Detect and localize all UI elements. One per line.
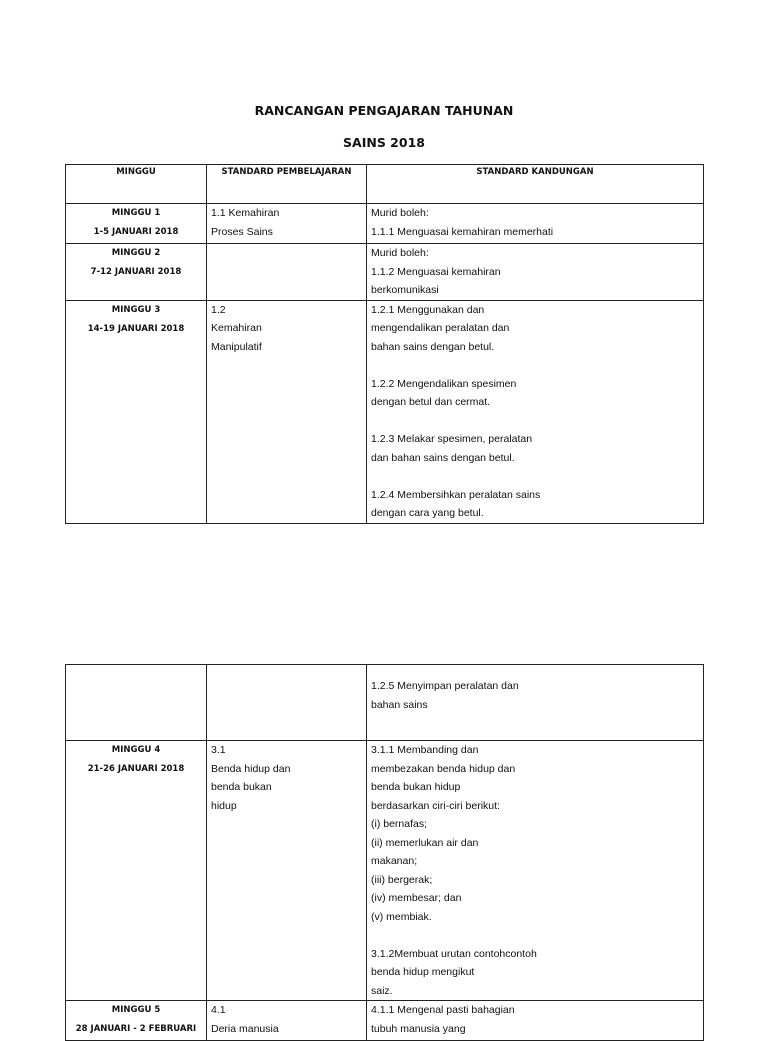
table-row bbox=[66, 1001, 704, 1041]
cell-text-line bbox=[371, 926, 699, 945]
cell-text-line: Kemahiran bbox=[211, 322, 262, 334]
cell-text-line: 1.2 bbox=[211, 303, 226, 316]
cell-text-line bbox=[371, 412, 699, 431]
cell-text-line: 1.1 Kemahiran bbox=[211, 207, 280, 219]
standard-kandungan-cell bbox=[367, 1001, 704, 1041]
week-label: MINGGU 5 bbox=[111, 1005, 161, 1015]
standard-pembelajaran-cell bbox=[207, 741, 367, 1001]
cell-text-line: 1.2.1 Menggunakan dan bbox=[371, 303, 485, 316]
cell-text-line: makanan; bbox=[371, 855, 418, 867]
cell-text-line: 1.2.3 Melakar spesimen, peralatan bbox=[371, 433, 533, 445]
cell-text-line: 1.2.2 Mengendalikan spesimen bbox=[371, 377, 517, 390]
cell-text-line: dengan cara yang betul. bbox=[371, 507, 484, 519]
cell-text-line: (iii) bergerak; bbox=[371, 873, 433, 886]
cell-text-line: 3.1.1 Membanding dan bbox=[371, 744, 479, 756]
standard-kandungan-cell bbox=[367, 741, 704, 1001]
week-cell bbox=[66, 244, 207, 301]
week-date: 7-12 JANUARI 2018 bbox=[90, 267, 182, 277]
cell-text-line bbox=[371, 467, 699, 486]
standard-kandungan-cell bbox=[367, 300, 704, 523]
standard-kandungan-cell bbox=[367, 665, 704, 741]
table-row bbox=[66, 741, 704, 1001]
week-date: 1-5 JANUARI 2018 bbox=[93, 227, 179, 237]
week-date: 14-19 JANUARI 2018 bbox=[87, 323, 185, 334]
cell-text-line bbox=[371, 356, 699, 375]
week-cell bbox=[66, 1001, 207, 1041]
document-title: RANCANGAN PENGAJARAN TAHUNAN bbox=[254, 103, 514, 118]
week-cell bbox=[66, 741, 207, 1001]
document-subtitle: SAINS 2018 bbox=[343, 135, 425, 150]
standard-pembelajaran-cell bbox=[207, 1001, 367, 1041]
week-cell bbox=[66, 665, 207, 741]
cell-text-line: 4.1.1 Mengenal pasti bahagian bbox=[371, 1004, 515, 1016]
standard-pembelajaran-cell bbox=[207, 665, 367, 741]
cell-text-line: (i) bernafas; bbox=[371, 818, 428, 830]
table-row bbox=[66, 665, 704, 741]
cell-text-line: berdasarkan ciri-ciri berikut: bbox=[371, 799, 500, 812]
standard-kandungan-cell bbox=[367, 244, 704, 301]
cell-text-line: Proses Sains bbox=[211, 225, 273, 238]
cell-text-line: berkomunikasi bbox=[371, 284, 439, 296]
cell-text-line: benda bukan bbox=[211, 781, 272, 793]
week-label: MINGGU 2 bbox=[111, 248, 161, 258]
cell-text-line: Benda hidup dan bbox=[211, 762, 291, 775]
cell-text-line: Murid boleh: bbox=[371, 207, 429, 219]
cell-text-line: 1.1.2 Menguasai kemahiran bbox=[371, 265, 501, 278]
cell-text-line: tubuh manusia yang bbox=[371, 1022, 466, 1035]
cell-text-line: (ii) memerlukan air dan bbox=[371, 836, 479, 849]
standard-pembelajaran-cell bbox=[207, 204, 367, 244]
week-cell bbox=[66, 300, 207, 523]
plan-table-1 bbox=[65, 164, 704, 524]
table-row bbox=[66, 244, 704, 301]
cell-text-line: bahan sains bbox=[371, 698, 428, 711]
cell-text-line: 1.2.5 Menyimpan peralatan dan bbox=[371, 680, 519, 692]
cell-text-line: membezakan benda hidup dan bbox=[371, 762, 516, 775]
week-date: 21-26 JANUARI 2018 bbox=[87, 764, 185, 774]
table-row bbox=[66, 204, 704, 244]
table-row bbox=[66, 300, 704, 523]
standard-pembelajaran-cell bbox=[207, 300, 367, 523]
week-cell bbox=[66, 204, 207, 244]
cell-text-line: (iv) membesar; dan bbox=[371, 892, 462, 904]
cell-text-line: saiz. bbox=[371, 984, 393, 997]
standard-kandungan-cell bbox=[367, 204, 704, 244]
cell-text-line: dengan betul dan cermat. bbox=[371, 396, 491, 408]
week-date: 28 JANUARI - 2 FEBRUARI bbox=[75, 1024, 197, 1034]
standard-pembelajaran-cell bbox=[207, 244, 367, 301]
cell-text-line: bahan sains dengan betul. bbox=[371, 340, 495, 353]
cell-text-line: dan bahan sains dengan betul. bbox=[371, 451, 515, 464]
cell-text-line: Deria manusia bbox=[211, 1022, 279, 1035]
cell-text-line: benda bukan hidup bbox=[371, 781, 461, 793]
cell-text-line: 3.1.2Membuat urutan contohcontoh bbox=[371, 947, 537, 960]
week-label: MINGGU 1 bbox=[111, 208, 161, 218]
cell-text-line: Murid boleh: bbox=[371, 247, 429, 259]
week-label: MINGGU 3 bbox=[111, 304, 161, 315]
cell-text-line: mengendalikan peralatan dan bbox=[371, 322, 510, 334]
week-label: MINGGU 4 bbox=[111, 745, 161, 755]
cell-text-line: Manipulatif bbox=[211, 340, 262, 353]
header-standard-kandungan: STANDARD KANDUNGAN bbox=[367, 165, 704, 204]
cell-text-line: 1.2.4 Membersihkan peralatan sains bbox=[371, 488, 541, 501]
cell-text-line: benda hidup mengikut bbox=[371, 966, 475, 978]
cell-text-line: 3.1 bbox=[211, 744, 226, 756]
cell-text-line: 4.1 bbox=[211, 1004, 226, 1016]
header-minggu: MINGGU bbox=[66, 165, 207, 204]
cell-text-line: hidup bbox=[211, 799, 237, 812]
cell-text-line: (v) membiak. bbox=[371, 910, 432, 923]
cell-text-line: 1.1.1 Menguasai kemahiran memerhati bbox=[371, 225, 554, 238]
plan-table-2 bbox=[65, 664, 704, 1041]
table-header-row bbox=[66, 165, 704, 204]
header-standard-pembelajaran: STANDARD PEMBELAJARAN bbox=[207, 165, 367, 204]
